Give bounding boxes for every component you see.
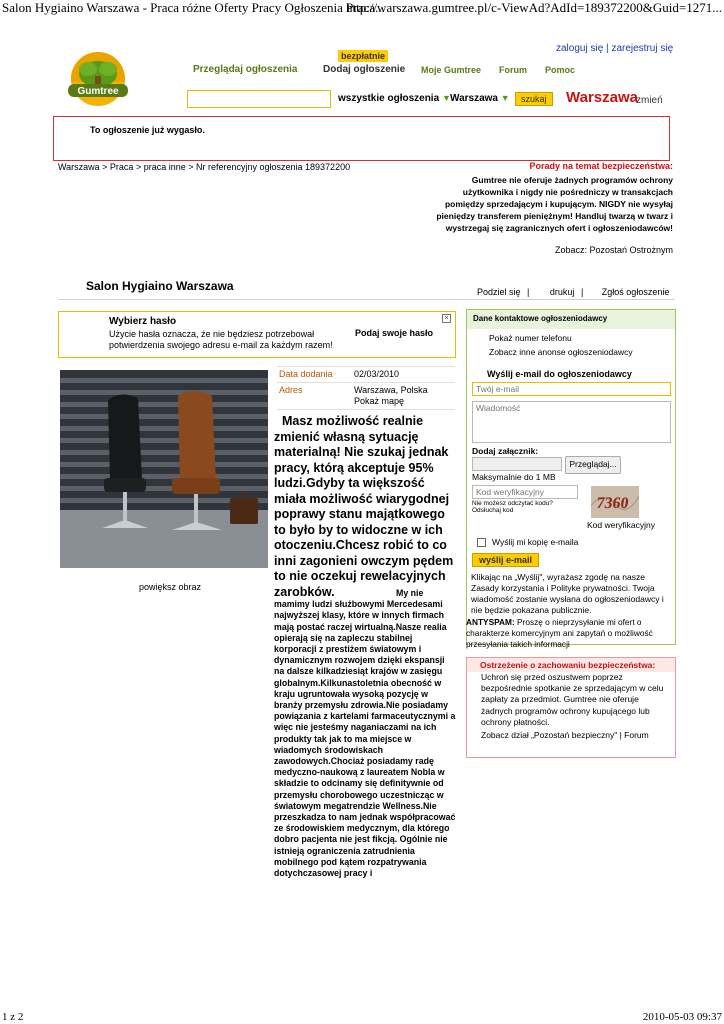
location-select[interactable]	[450, 93, 510, 104]
safety-warning-title: Ostrzeżenie o zachowaniu bezpieczeństwa:	[467, 658, 675, 672]
safety-warning-text: Uchroń się przed oszustwem poprzez bezpośrednie spotkanie ze sprzedającym w celu zapłaty za przedmiot. Gumtree nie oferuje żadnych programów ochrony kupującego lub ochrony płatności.	[481, 672, 664, 727]
free-badge: bezpłatnie	[338, 50, 388, 62]
close-icon[interactable]: ×	[442, 314, 451, 323]
captcha-image	[591, 486, 639, 518]
max-size-note: Maksymalnie do 1 MB	[472, 472, 556, 482]
antispam-label: ANTYSPAM:	[466, 617, 515, 627]
ad-photo[interactable]	[60, 370, 268, 568]
change-city-link[interactable]: zmień	[636, 95, 663, 106]
safety-warning-box	[466, 657, 676, 758]
contact-panel	[466, 309, 676, 645]
message-textarea[interactable]	[472, 401, 671, 443]
attachment-label: Dodaj załącznik:	[472, 446, 539, 456]
account-links	[556, 43, 673, 54]
email-input[interactable]	[472, 382, 671, 396]
copy-checkbox-label: Wyślij mi kopię e-maila	[492, 537, 579, 547]
ad-title: Salon Hygiaino Warszawa	[86, 279, 234, 293]
captcha-label: Kod weryfikacyjny	[587, 520, 656, 530]
breadcrumb[interactable]: Warszawa > Praca > praca inne > Nr referencyjny ogłoszenia 189372200	[58, 162, 351, 172]
account-separator: |	[606, 43, 609, 54]
divider	[58, 299, 675, 300]
antispam-note	[466, 617, 672, 650]
date-label: Data dodania	[279, 369, 333, 379]
office-chairs-image	[60, 370, 268, 568]
attachment-field[interactable]	[472, 457, 562, 471]
cant-read-code-link[interactable]: Nie możesz odczytać kodu?	[472, 500, 553, 507]
gumtree-logo[interactable]	[64, 52, 132, 110]
address-value: Warszawa, Polska	[354, 385, 428, 395]
register-link[interactable]: zarejestruj się	[611, 43, 674, 54]
action-separator: |	[580, 287, 584, 297]
category-select-label: wszystkie ogłoszenia	[338, 93, 440, 104]
browse-button[interactable]: Przeglądaj...	[565, 456, 621, 474]
email-form-title: Wyślij e-mail do ogłoszeniodawcy	[487, 369, 632, 379]
nav-browse-ads[interactable]: Przeglądaj ogłoszenia	[193, 64, 298, 75]
description-body: My nie mamimy ludzi służbowymi Mercedesami najwyższej klasy, które w innych firmach mają postać raczej wirtualną.Nasze realia opierają się na zapleczu stabilnej korporacji z prestiżem światowym i dynamicznym rozwojem dzięki ekspansji na dalsze kilkadziesiąt krajów w zasięgu globalnym.Kilkunastoletnia obecność w kraju ugruntowała wysoką pozycję w branży przemysłu zdrowia.Nie posiadamy powiązania z kartelami farmaceutycznymi a więc nie jesteśmy naganiaczami na ich produkty tak jak to ma miejsce w wiadomych środowiskach zawodowych.Chociaż posiadamy radę medyczno-naukową z laureatem Nobla w składzie to odcinamy się definitywnie od przemysłu chorobowego uczestnicząc w światowym megatrendzie Wellness.Nie przeszkadza to nam jednak współpracować ze środowiskiem medycznym, dla którego dobro pacjenta nie jest fikcją. Ogólnie nie istnieją ograniczenia zatrudnienia mobilnego pod kątem rozpatrywania dotychczasowej pracy i	[274, 588, 456, 879]
show-phone-link[interactable]: Pokaż numer telefonu	[489, 333, 572, 343]
description-lead: Masz możliwość realnie zmienić własną sytuację materialną! Nie szukaj jednak pracy, którą akceptuje 95% ludzi.Gdyby ta większość miała możliwość wiarygodnej poprawy stanu majątkowego to było by to widoczne w ich otoczeniu.Chcesz robić to co inni zagonieni owczym pędem to nie oczekuj rewelacyjnych zarobków.	[274, 414, 454, 599]
location-select-label: Warszawa	[450, 93, 498, 104]
password-box-title: Wybierz hasło	[109, 316, 177, 327]
print-link[interactable]: drukuj	[549, 287, 575, 297]
print-page-url: http://warszawa.gumtree.pl/c-ViewAd?AdId=189372200&Guid=1271...	[346, 0, 722, 15]
current-city: Warszawa	[566, 89, 638, 106]
other-ads-link[interactable]: Zobacz inne anonse ogłoszeniodawcy	[489, 347, 633, 357]
expired-notice-text: To ogłoszenie już wygasło.	[90, 125, 205, 135]
enlarge-image-link[interactable]: powiększ obraz	[139, 582, 202, 592]
logo-wordmark: Gumtree	[77, 86, 119, 97]
choose-password-box	[58, 311, 456, 358]
nav-help[interactable]: Pomoc	[545, 65, 576, 75]
report-link[interactable]: Zgłoś ogłoszenie	[601, 287, 670, 297]
print-page-title: Salon Hygiaino Warszawa - Praca różne Oferty Pracy Ogłoszenia Praca...	[2, 0, 385, 15]
stay-safe-link[interactable]: Zobacz dział „Pozostań bezpieczny" | Forum	[481, 730, 649, 741]
login-link[interactable]: zaloguj się	[556, 43, 604, 54]
send-terms-note: Klikając na „Wyślij", wyrażasz zgodę na nasze Zasady korzystania i Polityke prywatności. Twoja wiadomość zostanie wysłana do ogłoszeniodawcy i nie będzie pokazana publicznie.	[471, 572, 664, 615]
action-separator: |	[527, 287, 530, 297]
set-password-link[interactable]: Podaj swoje hasło	[355, 328, 434, 338]
search-input[interactable]	[187, 90, 331, 108]
nav-my-gumtree[interactable]: Moje Gumtree	[421, 65, 482, 75]
triangle-down-icon: ▼	[500, 93, 510, 103]
contact-panel-header: Dane kontaktowe ogłoszeniodawcy	[467, 310, 675, 329]
captcha-code: 7360	[595, 495, 630, 512]
antispam-text: Proszę o nieprzysyłanie mi ofert o charakterze komercyjnym ani zapytań o możliwość przesyłania takich informacji	[466, 617, 653, 649]
search-button[interactable]: szukaj	[515, 92, 553, 106]
ad-details-table	[277, 366, 455, 410]
copy-checkbox-row[interactable]	[477, 537, 578, 547]
share-link[interactable]: Podziel się	[477, 287, 521, 297]
listen-code-link[interactable]: Odsłuchaj kod	[472, 507, 514, 514]
date-value: 02/03/2010	[354, 369, 400, 379]
ad-actions	[477, 287, 669, 297]
triangle-down-icon: ▼	[441, 93, 451, 103]
nav-post-ad[interactable]: Dodaj ogłoszenie	[323, 64, 406, 75]
safety-tips-text: Gumtree nie oferuje żadnych programów ochrony użytkownika i nigdy nie pośredniczy w transakcjach pomiędzy sprzedającym i kupującym. NIGDY nie wysyłaj pieniędzy transferem pieniężnym! Handluj twarzą w twarz i wystrzegaj się zagranicznych ofert i ogłoszeniodawców!	[436, 175, 673, 233]
copy-checkbox[interactable]	[477, 538, 486, 547]
safety-tips-title: Porady na temat bezpieczeństwa:	[529, 161, 673, 171]
show-map-link[interactable]: Pokaż mapę	[354, 396, 405, 406]
address-label: Adres	[279, 385, 303, 395]
address-row	[277, 382, 455, 410]
tree-logo-icon	[64, 52, 132, 110]
category-select[interactable]	[338, 93, 451, 104]
date-row	[277, 366, 455, 382]
safety-tips-link[interactable]: Zobacz: Pozostań Ostrożnym	[554, 245, 673, 255]
print-datetime: 2010-05-03 09:37	[642, 1011, 722, 1023]
captcha-input[interactable]	[472, 485, 578, 499]
password-box-desc: Użycie hasła oznacza, że nie będziesz potrzebował potwierdzenia swojego adresu e-mail za każdym razem!	[109, 329, 333, 350]
page-number: 1 z 2	[2, 1011, 24, 1023]
nav-forum[interactable]: Forum	[499, 65, 527, 75]
expired-notice	[53, 116, 670, 161]
ad-description	[274, 414, 456, 879]
send-email-button[interactable]: wyślij e-mail	[472, 553, 539, 567]
